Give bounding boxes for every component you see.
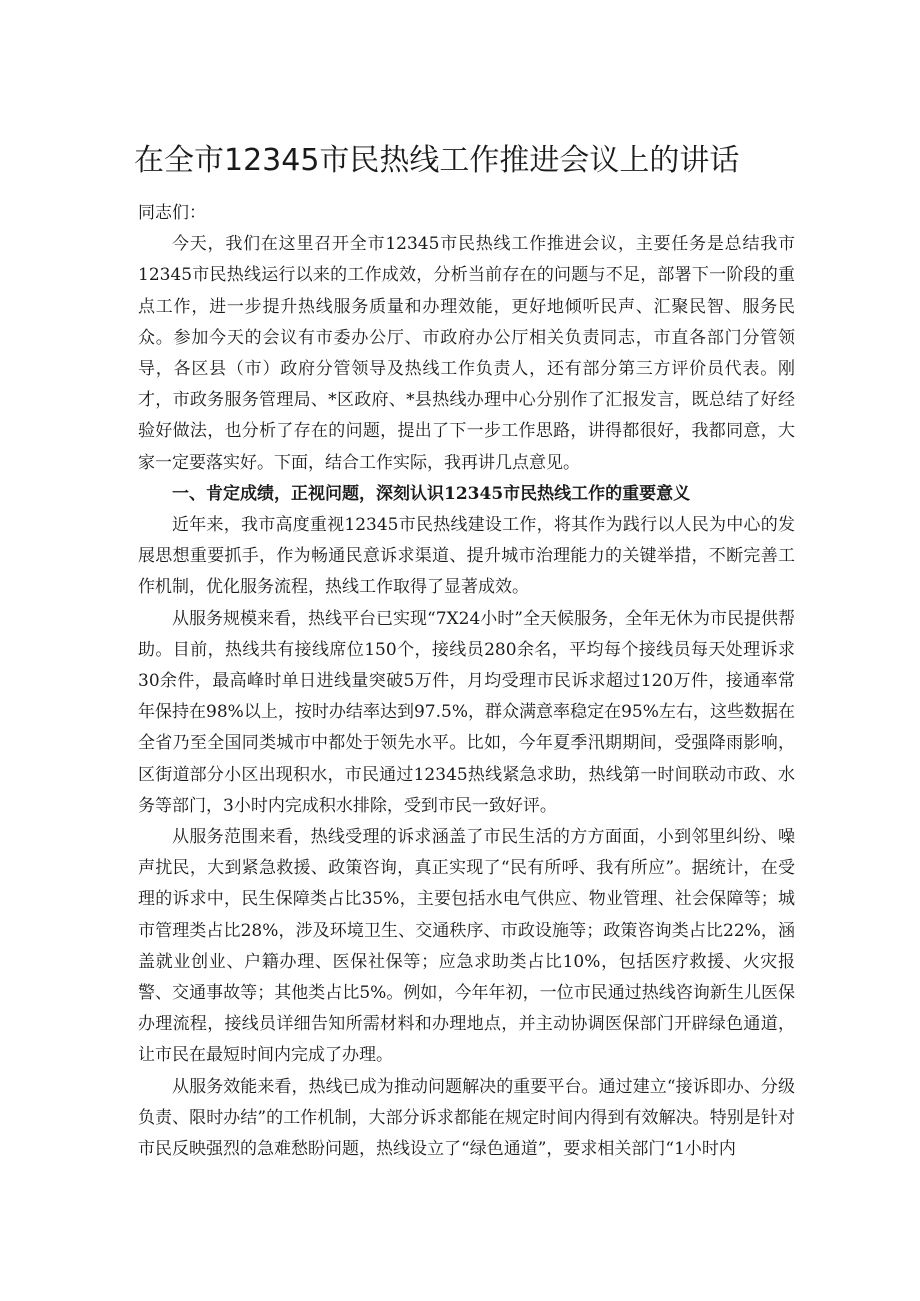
salutation: 同志们： bbox=[138, 203, 206, 223]
paragraph-service-scope: 从服务范围来看，热线受理的诉求涵盖了市民生活的方方面面，小到邻里纠纷、噪声扰民，大到紧急救援、政策咨询，真正实现了“民有所呼、我有所应”。据统计，在受理的诉求中，民生保障类占比35%，主要包括水电气供应、物业管理、社会保障等；城市管理类占比28%，涉及环境卫生、交通秩序、市政设施等；政策咨询类占比22%，涵盖就业创业、户籍办理、医保社保等；应急求助类占比10%，包括医疗救援、火灾报警、交通事故等；其他类占比5%。例如，今年年初，一位市民通过热线咨询新生儿医保办理流程，接线员详细告知所需材料和办理地点，并主动协调医保部门开辟绿色通道，让市民在最短时间内完成了办理。 bbox=[138, 827, 795, 1066]
paragraph-achievements: 近年来，我市高度重视12345市民热线建设工作，将其作为践行以人民为中心的发展思想重要抓手，作为畅通民意诉求渠道、提升城市治理能力的关键举措，不断完善工作机制，优化服务流程，热线工作取得了显著成效。 bbox=[138, 515, 795, 598]
document-title: 在全市12345市民热线工作推进会议上的讲话 bbox=[134, 143, 740, 178]
document-body bbox=[138, 198, 795, 1165]
paragraph-intro: 今天，我们在这里召开全市12345市民热线工作推进会议，主要任务是总结我市12345市民热线运行以来的工作成效，分析当前存在的问题与不足，部署下一阶段的重点工作，进一步提升热线服务质量和办理效能，更好地倾听民声、汇聚民智、服务民众。参加今天的会议有市委办公厅、市政府办公厅相关负责同志，市直各部门分管领导，各区县（市）政府分管领导及热线工作负责人，还有部分第三方评价员代表。刚才，市政务服务管理局、*区政府、*县热线办理中心分别作了汇报发言，既总结了好经验好做法，也分析了存在的问题，提出了下一步工作思路，讲得都很好，我都同意，大家一定要落实好。下面，结合工作实际，我再讲几点意见。 bbox=[138, 234, 795, 473]
section-heading-1: 一、肯定成绩，正视问题，深刻认识12345市民热线工作的重要意义 bbox=[172, 483, 691, 504]
paragraph-service-efficiency: 从服务效能来看，热线已成为推动问题解决的重要平台。通过建立“接诉即办、分级负责、限时办结”的工作机制，大部分诉求都能在规定时间内得到有效解决。特别是针对市民反映强烈的急难愁盼问题，热线设立了“绿色通道”，要求相关部门“1小时内 bbox=[138, 1076, 795, 1160]
paragraph-service-scale: 从服务规模来看，热线平台已实现“7X24小时”全天候服务，全年无休为市民提供帮助。目前，热线共有接线席位150个，接线员280余名，平均每个接线员每天处理诉求30余件，最高峰时单日进线量突破5万件，月均受理市民诉求超过120万件，接通率常年保持在98%以上，按时办结率达到97.5%，群众满意率稳定在95%左右，这些数据在全省乃至全国同类城市中都处于领先水平。比如，今年夏季汛期期间，受强降雨影响，区街道部分小区出现积水，市民通过12345热线紧急求助，热线第一时间联动市政、水务等部门，3小时内完成积水排除，受到市民一致好评。 bbox=[138, 608, 795, 816]
